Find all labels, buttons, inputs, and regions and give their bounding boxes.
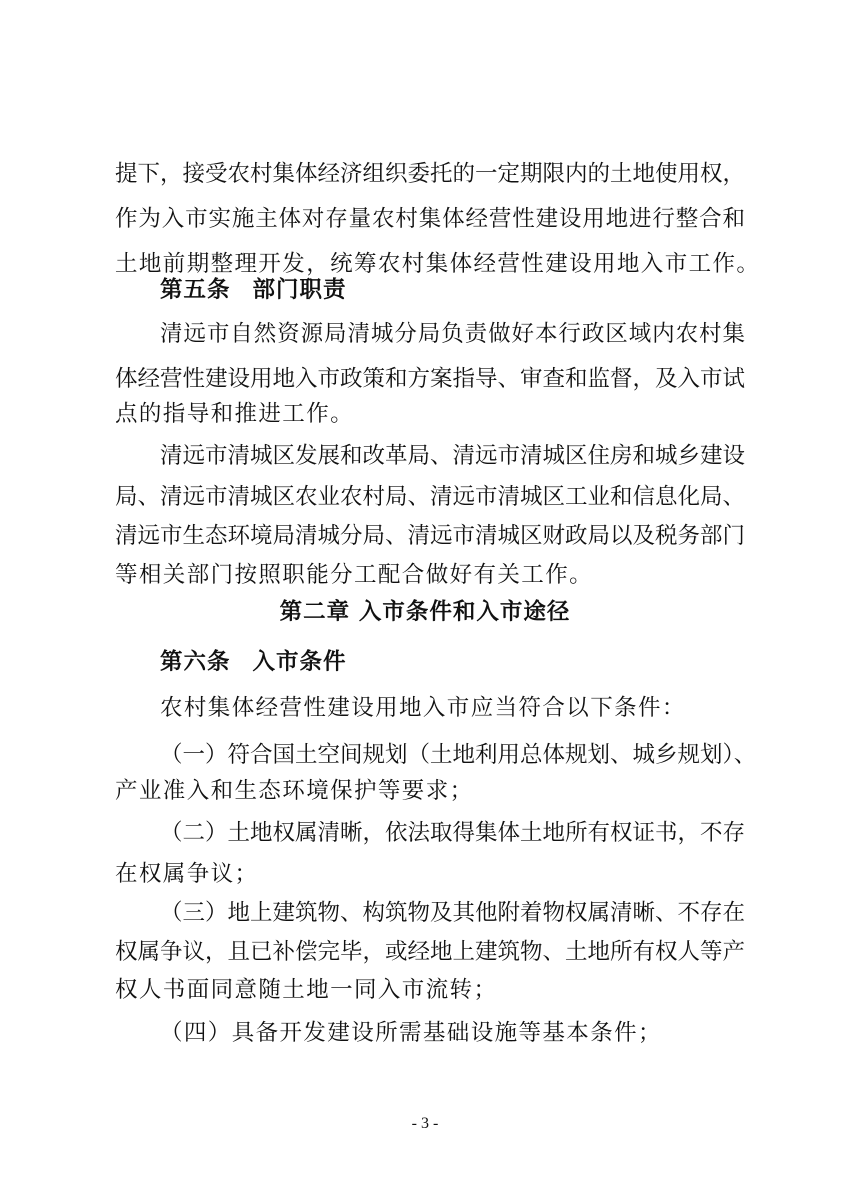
body-text-line: 清远市清城区发展和改革局、清远市清城区住房和城乡建设 <box>160 443 746 469</box>
body-text-line: 在权属争议； <box>115 861 259 887</box>
body-text-line: （一）符合国土空间规划（土地利用总体规划、城乡规划）、 <box>160 742 757 768</box>
body-text-line: 体经营性建设用地入市政策和方案指导、审查和监督，及入市试 <box>115 366 746 392</box>
article-number: 第五条 <box>160 277 231 303</box>
body-text-line: 提下，接受农村集体经济组织委托的一定期限内的土地使用权， <box>115 161 746 187</box>
article-title: 部门职责 <box>252 277 347 303</box>
body-text-line: 清远市自然资源局清城分局负责做好本行政区域内农村集 <box>160 321 745 347</box>
body-text-line: 作为入市实施主体对存量农村集体经营性建设用地进行整合和 <box>115 206 745 232</box>
body-text-line: 农村集体经营性建设用地入市应当符合以下条件： <box>160 695 686 721</box>
article-number: 第六条 <box>160 649 231 675</box>
body-text-line: （四）具备开发建设所需基础设施等基本条件； <box>160 1020 662 1046</box>
article-title: 入市条件 <box>252 649 347 675</box>
body-text-line: 土地前期整理开发，统筹农村集体经营性建设用地入市工作。 <box>115 251 761 277</box>
chapter-title: 第二章 入市条件和入市途径 <box>279 599 571 625</box>
article-heading <box>160 642 745 682</box>
page-number: - 3 - <box>411 1115 439 1132</box>
body-text-line: 产业准入和生态环境保护等要求； <box>115 778 474 804</box>
body-text-line: 清远市生态环境局清城分局、清远市清城区财政局以及税务部门 <box>115 523 746 549</box>
body-text-line: 权人书面同意随土地一同入市流转； <box>115 977 498 1003</box>
body-text-line: 局、清远市清城区农业农村局、清远市清城区工业和信息化局、 <box>115 484 746 510</box>
body-text-line: 点的指导和推进工作。 <box>115 401 355 427</box>
article-heading <box>160 270 745 310</box>
body-text-line: （三）地上建筑物、构筑物及其他附着物权属清晰、不存在 <box>160 900 746 926</box>
body-text-line: （二）土地权属清晰，依法取得集体土地所有权证书，不存 <box>160 820 746 846</box>
body-text-line: 等相关部门按照职能分工配合做好有关工作。 <box>115 562 594 588</box>
body-text-line: 权属争议，且已补偿完毕，或经地上建筑物、土地所有权人等产 <box>115 939 746 965</box>
